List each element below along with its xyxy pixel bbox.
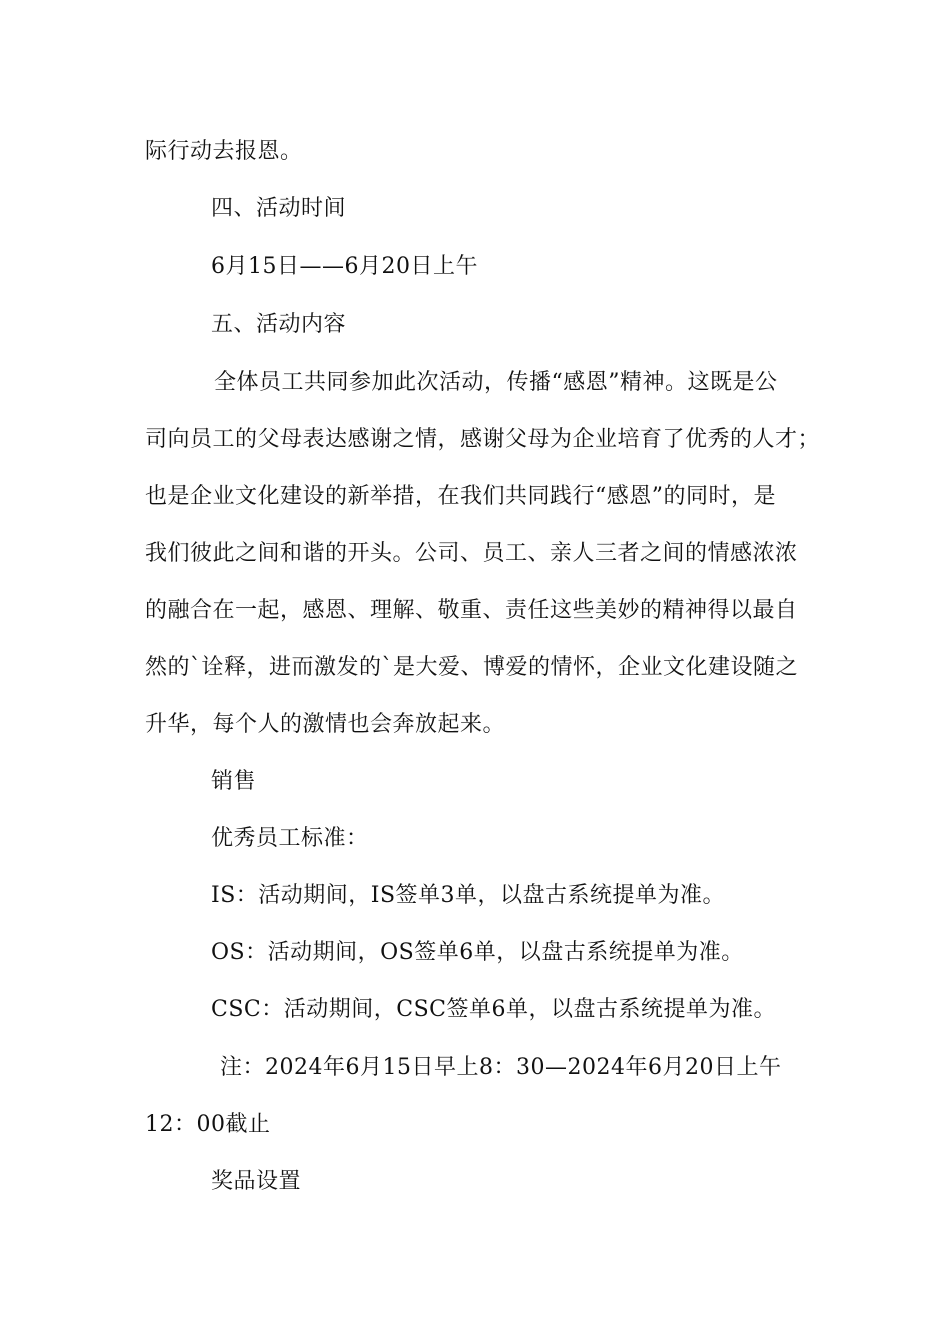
- paragraph-line: 然的`诠释，进而激发的`是大爱、博爱的情怀，企业文化建设随之: [145, 655, 799, 680]
- paragraph-line: 的融合在一起，感恩、理解、敬重、责任这些美妙的精神得以最自: [145, 598, 798, 623]
- criteria-item-os: OS：活动期间，OS签单6单，以盘古系统提单为准。: [211, 940, 744, 965]
- paragraph-line: 司向员工的父母表达感谢之情，感谢父母为企业培育了优秀的人才；: [145, 427, 821, 452]
- section-heading-prizes: 奖品设置: [211, 1169, 302, 1194]
- criteria-heading: 优秀员工标准：: [211, 826, 369, 851]
- note-line: 注：2024年6月15日早上8：30—2024年6月20日上午: [220, 1055, 782, 1080]
- paragraph-line: 也是企业文化建设的新举措，在我们共同践行“感恩”的同时，是: [145, 484, 776, 509]
- section-heading-activity-content: 五、活动内容: [211, 312, 347, 337]
- paragraph-line: 升华，每个人的激情也会奔放起来。: [145, 712, 506, 737]
- section-heading-activity-time: 四、活动时间: [211, 196, 347, 221]
- section-heading-sales: 销售: [211, 769, 257, 794]
- paragraph-line: 全体员工共同参加此次活动，传播“感恩”精神。这既是公: [214, 370, 778, 395]
- criteria-item-is: IS：活动期间，IS签单3单，以盘古系统提单为准。: [211, 883, 726, 908]
- note-line-continued: 12：00截止: [145, 1112, 271, 1137]
- paragraph-line: 际行动去报恩。: [145, 139, 303, 164]
- criteria-item-csc: CSC：活动期间，CSC签单6单，以盘古系统提单为准。: [211, 997, 776, 1022]
- paragraph-line: 我们彼此之间和谐的开头。公司、员工、亲人三者之间的情感浓浓: [145, 541, 798, 566]
- activity-time-range: 6月15日——6月20日上午: [211, 254, 478, 279]
